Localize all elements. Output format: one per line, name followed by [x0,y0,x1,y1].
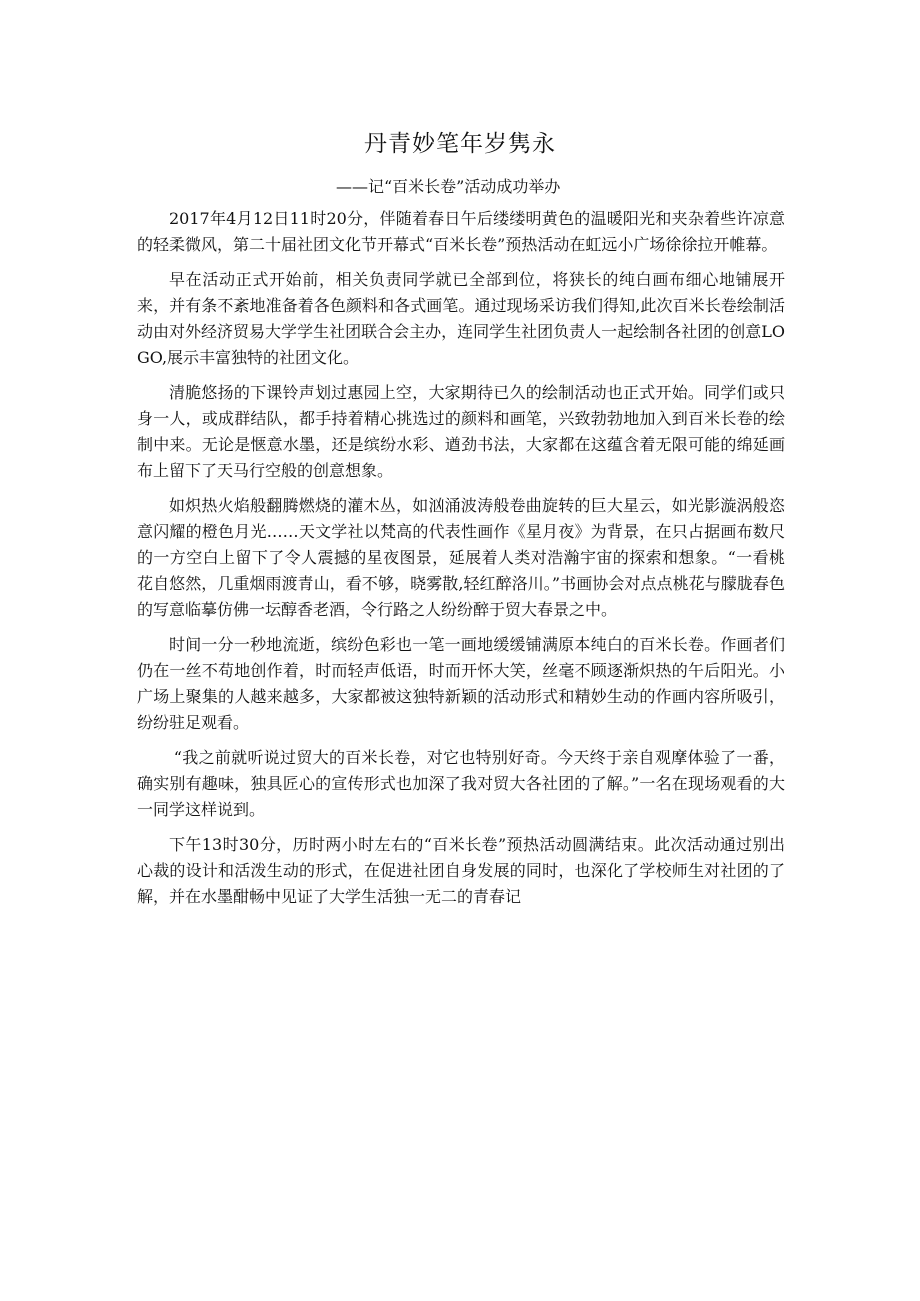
paragraph-4: 如炽热火焰般翻腾燃烧的灌木丛，如汹涌波涛般卷曲旋转的巨大星云，如光影漩涡般恣意闪耀的橙色月光……天文学社以梵高的代表性画作《星月夜》为背景，在只占据画布数尺的一方空白上留下了令人震撼的星夜图景，延展着人类对浩瀚宇宙的探索和想象。“一看桃花自悠然，几重烟雨渡青山，看不够，晓雾散,轻红醉洛川。”书画协会对点点桃花与朦胧春色的写意临摹仿佛一坛醇香老酒，令行路之人纷纷醉于贸大春景之中。 [137,496,785,619]
article-title: 丹青妙笔年岁隽永 [364,131,556,157]
paragraph-7: 下午13时30分，历时两小时左右的“百米长卷”预热活动圆满结束。此次活动通过别出心裁的设计和活泼生动的形式，在促进社团自身发展的同时，也深化了学校师生对社团的了解，并在水墨酣畅中见证了大学生活独一无二的青春记 [137,835,785,906]
paragraph-5: 时间一分一秒地流逝，缤纷色彩也一笔一画地缓缓铺满原本纯白的百米长卷。作画者们仍在一丝不苟地创作着，时而轻声低语，时而开怀大笑，丝毫不顾逐渐炽热的午后阳光。小广场上聚集的人越来越多，大家都被这独特新颖的活动形式和精妙生动的作画内容所吸引，纷纷驻足观看。 [137,635,785,732]
article-body [137,206,785,919]
article-subtitle: ——记“百米长卷”活动成功举办 [336,177,561,196]
paragraph-1: 2017年4月12日11时20分，伴随着春日午后缕缕明黄色的温暖阳光和夹杂着些许凉意的轻柔微风，第二十届社团文化节开幕式“百米长卷”预热活动在虹远小广场徐徐拉开帷幕。 [137,209,785,254]
paragraph-3: 清脆悠扬的下课铃声划过惠园上空，大家期待已久的绘制活动也正式开始。同学们或只身一人，或成群结队，都手持着精心挑选过的颜料和画笔，兴致勃勃地加入到百米长卷的绘制中来。无论是惬意水墨，还是缤纷水彩、遒劲书法，大家都在这蕴含着无限可能的绵延画布上留下了天马行空般的创意想象。 [137,383,785,480]
paragraph-2: 早在活动正式开始前，相关负责同学就已全部到位，将狭长的纯白画布细心地铺展开来，并有条不紊地准备着各色颜料和各式画笔。通过现场采访我们得知,此次百米长卷绘制活动由对外经济贸易大学学生社团联合会主办，连同学生社团负责人一起绘制各社团的创意LOGO,展示丰富独特的社团文化。 [137,270,785,367]
paragraph-6: “我之前就听说过贸大的百米长卷，对它也特别好奇。今天终于亲自观摩体验了一番，确实别有趣味，独具匠心的宣传形式也加深了我对贸大各社团的了解。”一名在现场观看的大一同学这样说到。 [137,748,785,819]
